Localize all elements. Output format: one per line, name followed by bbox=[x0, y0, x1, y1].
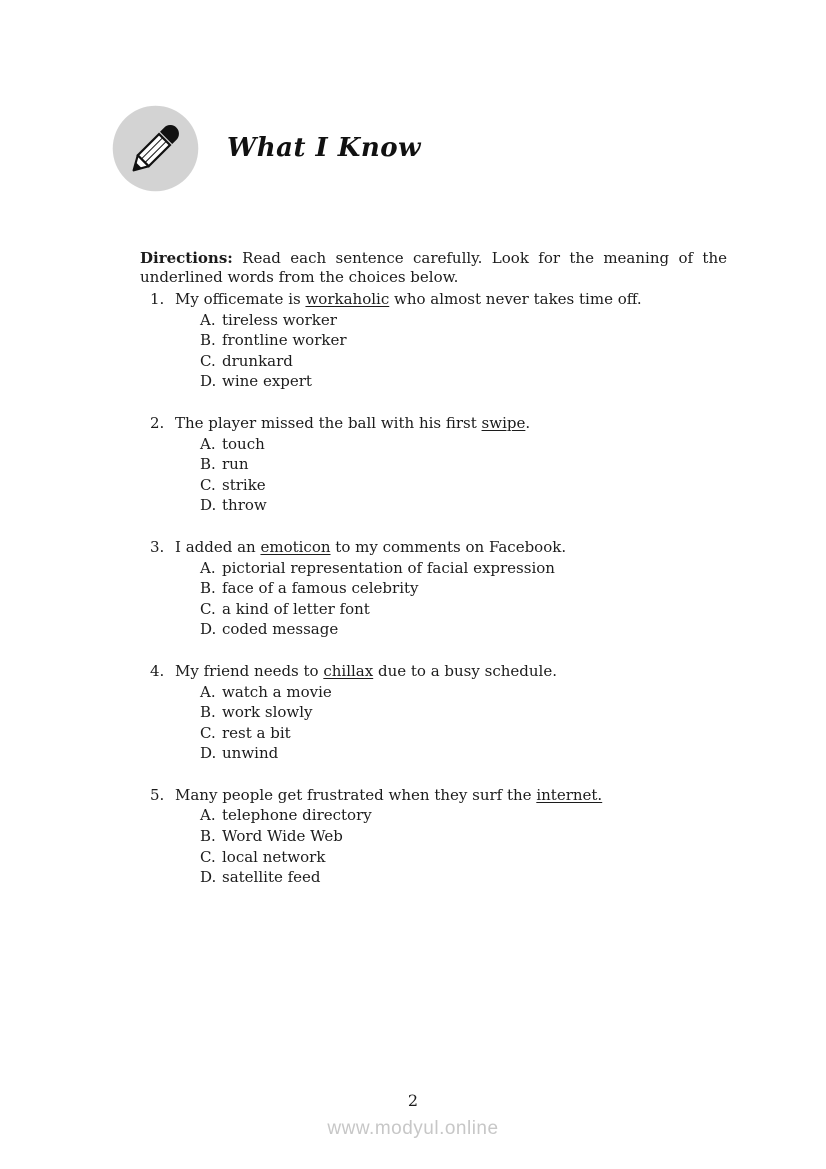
pencil-icon bbox=[110, 103, 201, 194]
option-text: tireless worker bbox=[222, 310, 337, 329]
option-text: strike bbox=[222, 475, 266, 494]
option-item bbox=[200, 558, 750, 579]
option-item bbox=[200, 310, 750, 331]
underlined-word: chillax bbox=[323, 661, 374, 680]
question-text-pre: My officemate is bbox=[175, 290, 306, 308]
question-item bbox=[150, 413, 750, 516]
option-text: Word Wide Web bbox=[222, 827, 343, 846]
option-letter: B. bbox=[200, 455, 216, 474]
option-letter: D. bbox=[200, 496, 217, 515]
question-text bbox=[175, 537, 750, 558]
question-text bbox=[175, 785, 750, 806]
question-item bbox=[150, 289, 750, 392]
option-letter: A. bbox=[200, 806, 216, 825]
option-text: face of a famous celebrity bbox=[222, 579, 419, 598]
options-list bbox=[200, 558, 750, 640]
question-line bbox=[150, 413, 750, 434]
option-item bbox=[200, 434, 750, 455]
option-text: rest a bit bbox=[222, 723, 291, 742]
options-list bbox=[200, 805, 750, 887]
option-letter: C. bbox=[200, 351, 216, 370]
question-number: 5. bbox=[150, 785, 165, 804]
question-text-pre: Many people get frustrated when they surf the bbox=[175, 785, 537, 804]
directions-paragraph bbox=[140, 249, 727, 287]
option-item bbox=[200, 330, 750, 351]
option-text: unwind bbox=[222, 744, 279, 763]
question-item bbox=[150, 785, 750, 888]
option-text: throw bbox=[222, 496, 267, 515]
option-letter: C. bbox=[200, 475, 216, 494]
question-text bbox=[175, 289, 750, 310]
option-letter: B. bbox=[200, 579, 216, 598]
question-number: 2. bbox=[150, 413, 165, 432]
option-text: drunkard bbox=[222, 351, 293, 370]
question-number: 1. bbox=[150, 290, 165, 308]
option-item bbox=[200, 495, 750, 516]
question-text-post: who almost never takes time off. bbox=[389, 290, 642, 308]
option-item bbox=[200, 826, 750, 847]
questions bbox=[150, 289, 750, 909]
option-letter: A. bbox=[200, 682, 216, 701]
option-item bbox=[200, 454, 750, 475]
options-list bbox=[200, 682, 750, 764]
option-text: frontline worker bbox=[222, 331, 347, 350]
option-letter: D. bbox=[200, 744, 217, 763]
question-text-post: due to a busy schedule. bbox=[373, 661, 557, 680]
option-item bbox=[200, 702, 750, 723]
options-list bbox=[200, 434, 750, 516]
directions-text: Read each sentence carefully. Look for the meaning of the underlined words from the choices below. bbox=[140, 249, 727, 286]
option-letter: D. bbox=[200, 868, 217, 887]
option-text: pictorial representation of facial expression bbox=[222, 558, 555, 577]
option-text: watch a movie bbox=[222, 682, 332, 701]
option-text: work slowly bbox=[222, 703, 313, 722]
option-letter: B. bbox=[200, 703, 216, 722]
option-item bbox=[200, 351, 750, 372]
question-text-post: to my comments on Facebook. bbox=[330, 537, 567, 556]
option-text: local network bbox=[222, 847, 326, 866]
question-item bbox=[150, 537, 750, 640]
option-letter: C. bbox=[200, 599, 216, 618]
option-item bbox=[200, 599, 750, 620]
directions-label: Directions: bbox=[140, 249, 233, 267]
option-text: run bbox=[222, 455, 249, 474]
option-item bbox=[200, 682, 750, 703]
option-letter: A. bbox=[200, 434, 216, 453]
option-text: wine expert bbox=[222, 372, 312, 391]
question-line bbox=[150, 785, 750, 806]
option-item bbox=[200, 723, 750, 744]
option-item bbox=[200, 371, 750, 392]
options-list bbox=[200, 310, 750, 392]
question-text bbox=[175, 413, 750, 434]
underlined-word: emoticon bbox=[260, 537, 331, 556]
option-text: a kind of letter font bbox=[222, 599, 370, 618]
question-text-post: . bbox=[525, 413, 531, 432]
option-letter: D. bbox=[200, 372, 217, 391]
option-letter: C. bbox=[200, 723, 216, 742]
option-letter: B. bbox=[200, 827, 216, 846]
question-number: 3. bbox=[150, 537, 165, 556]
option-text: satellite feed bbox=[222, 868, 321, 887]
option-text: coded message bbox=[222, 620, 339, 639]
page-number: 2 bbox=[407, 1091, 419, 1110]
option-text: telephone directory bbox=[222, 806, 372, 825]
option-item bbox=[200, 619, 750, 640]
option-letter: B. bbox=[200, 331, 216, 350]
option-letter: A. bbox=[200, 310, 216, 329]
page-title: What I Know bbox=[227, 133, 421, 163]
question-text-pre: My friend needs to bbox=[175, 661, 324, 680]
option-text: touch bbox=[222, 434, 265, 453]
option-item bbox=[200, 805, 750, 826]
underlined-word: internet. bbox=[536, 785, 603, 804]
watermark: www.modyul.online bbox=[327, 1118, 499, 1139]
option-item bbox=[200, 578, 750, 599]
option-item bbox=[200, 847, 750, 868]
question-number: 4. bbox=[150, 661, 165, 680]
option-letter: A. bbox=[200, 558, 216, 577]
question-text-pre: The player missed the ball with his first bbox=[175, 413, 482, 432]
underlined-word: swipe bbox=[481, 413, 526, 432]
option-item bbox=[200, 475, 750, 496]
underlined-word: workaholic bbox=[305, 290, 390, 308]
question-line bbox=[150, 661, 750, 682]
question-line bbox=[150, 289, 750, 310]
question-line bbox=[150, 537, 750, 558]
option-item bbox=[200, 743, 750, 764]
question-text bbox=[175, 661, 750, 682]
option-letter: D. bbox=[200, 620, 217, 639]
option-letter: C. bbox=[200, 847, 216, 866]
question-text-pre: I added an bbox=[175, 537, 261, 556]
option-item bbox=[200, 867, 750, 888]
question-item bbox=[150, 661, 750, 764]
